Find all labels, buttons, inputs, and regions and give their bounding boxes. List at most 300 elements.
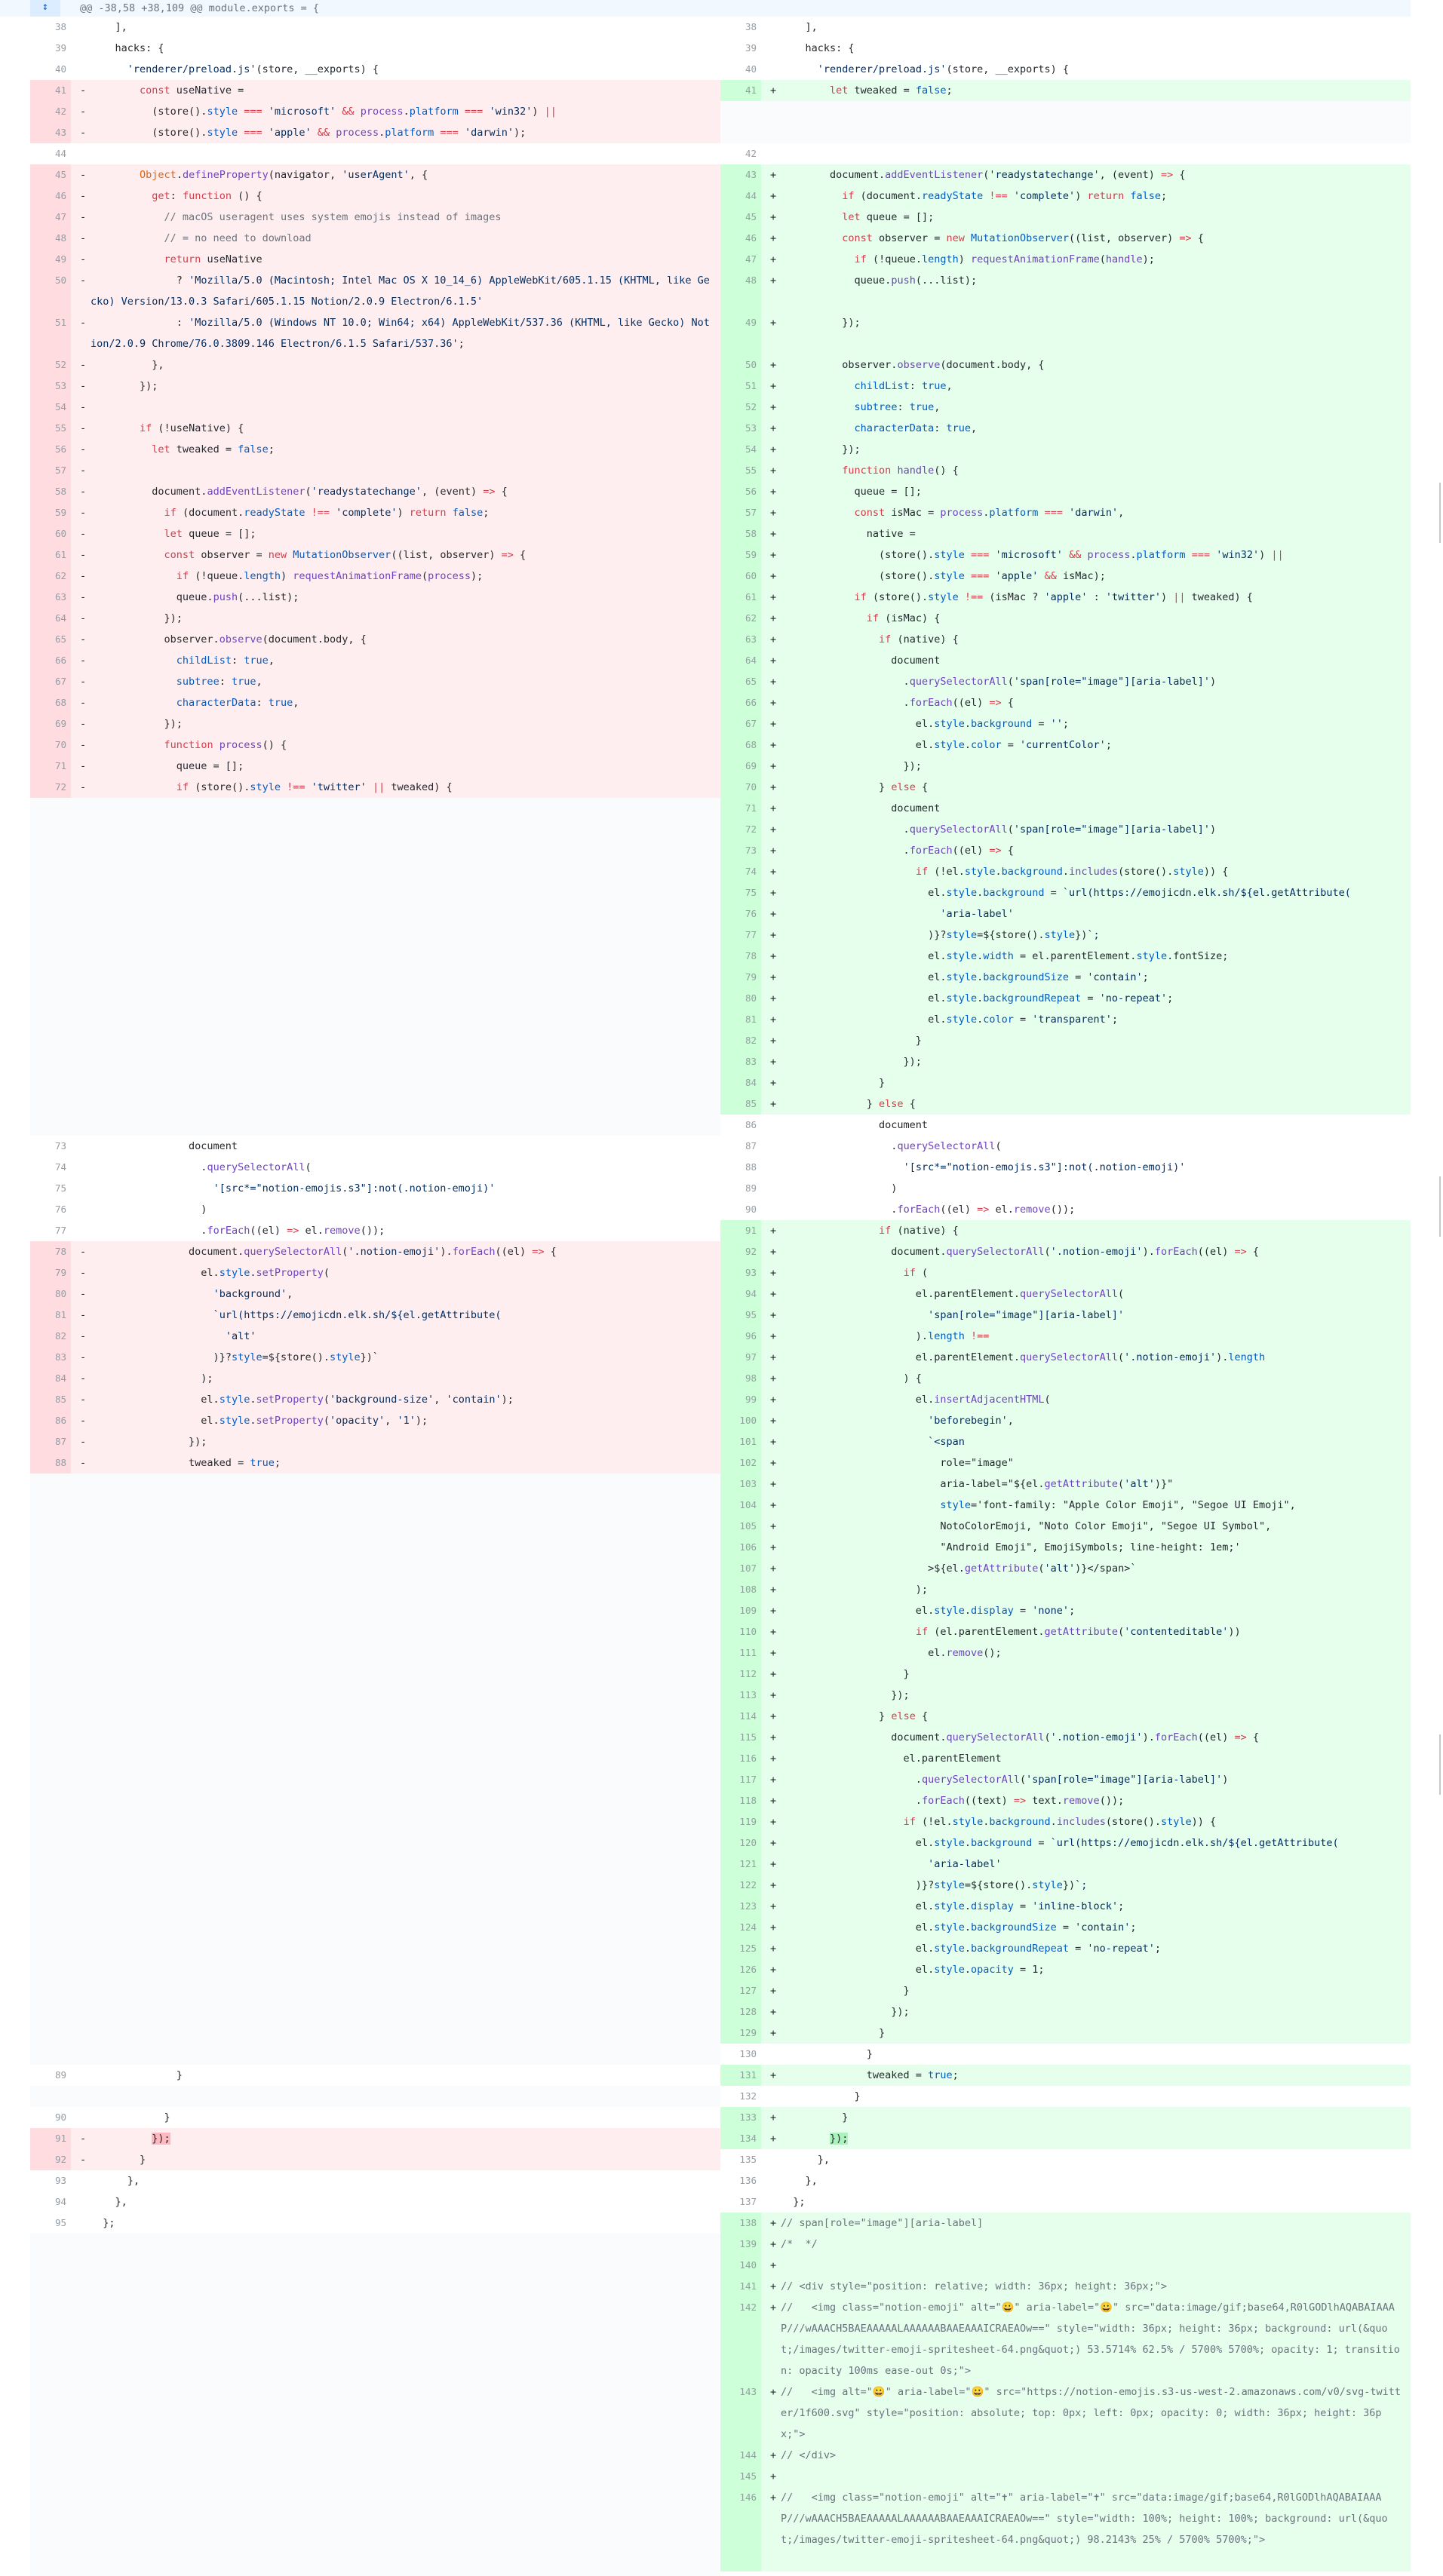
- deletion-marker: -: [80, 1246, 87, 1258]
- line-number[interactable]: 43: [745, 169, 757, 180]
- line-number[interactable]: 78: [745, 950, 757, 961]
- addition-marker: +: [770, 908, 777, 920]
- line-number[interactable]: 61: [54, 549, 66, 560]
- line-number[interactable]: 93: [54, 2175, 66, 2186]
- line-number[interactable]: 87: [54, 1436, 66, 1447]
- addition-marker: +: [770, 1985, 777, 1997]
- line-number[interactable]: 47: [745, 253, 757, 265]
- line-number[interactable]: 79: [54, 1267, 66, 1278]
- code-line: if (isMac) {: [866, 612, 941, 624]
- code-line: el.style.display = 'inline-block';: [781, 1900, 1125, 1912]
- addition-marker: +: [770, 718, 777, 730]
- code-line: .querySelectorAll('span[role="image"][aria-label]'): [781, 823, 1217, 836]
- code-line: ) {: [781, 1372, 922, 1385]
- line-number[interactable]: 81: [54, 1309, 66, 1320]
- line-number[interactable]: 73: [54, 1140, 66, 1152]
- line-number[interactable]: 68: [54, 697, 66, 708]
- addition-marker: +: [770, 2006, 777, 2018]
- line-number[interactable]: 76: [745, 908, 757, 919]
- line-number[interactable]: 132: [739, 2090, 757, 2102]
- line-number[interactable]: 107: [739, 1562, 757, 1574]
- deletion-marker: -: [80, 1372, 87, 1385]
- addition-marker: +: [770, 1351, 777, 1363]
- line-number[interactable]: 58: [54, 486, 66, 497]
- line-number[interactable]: 83: [745, 1056, 757, 1067]
- line-number[interactable]: 70: [54, 739, 66, 750]
- addition-marker: +: [770, 2280, 777, 2292]
- line-number[interactable]: 85: [745, 1098, 757, 1109]
- code-line: el.style.background = '';: [781, 718, 1070, 730]
- line-number[interactable]: 49: [745, 317, 757, 328]
- line-number[interactable]: 144: [739, 2449, 757, 2461]
- line-number[interactable]: 67: [54, 676, 66, 687]
- deletion-marker: -: [80, 1288, 87, 1300]
- line-number[interactable]: 145: [739, 2470, 757, 2482]
- line-number[interactable]: 45: [745, 211, 757, 222]
- addition-marker: +: [770, 2069, 777, 2081]
- line-number[interactable]: 111: [739, 1647, 757, 1658]
- line-number[interactable]: 118: [739, 1795, 757, 1806]
- line-number[interactable]: 53: [54, 380, 66, 391]
- line-number[interactable]: 41: [54, 84, 66, 96]
- scrollbar-marker[interactable]: [1439, 1734, 1441, 1795]
- line-number[interactable]: 54: [745, 443, 757, 455]
- line-number[interactable]: 86: [54, 1415, 66, 1426]
- addition-marker: +: [770, 528, 777, 540]
- code-line: )}?style=${store().style})`;: [781, 929, 1100, 941]
- code-line: const observer = new MutationObserver((list, observer) => {: [164, 549, 527, 561]
- line-number[interactable]: 47: [54, 211, 66, 222]
- line-number[interactable]: 138: [739, 2217, 757, 2228]
- line-number[interactable]: 61: [745, 591, 757, 603]
- code-line: };: [91, 2217, 115, 2229]
- line-number[interactable]: 42: [54, 106, 66, 117]
- deletion-marker: -: [80, 274, 87, 287]
- addition-marker: +: [770, 443, 777, 455]
- line-number[interactable]: 48: [745, 274, 757, 286]
- line-number[interactable]: 142: [739, 2302, 757, 2313]
- line-number[interactable]: 50: [54, 274, 66, 286]
- addition-marker: +: [770, 1795, 777, 1807]
- line-number[interactable]: 53: [745, 422, 757, 434]
- code-line: ).length !==: [781, 1330, 990, 1342]
- line-number[interactable]: 52: [54, 359, 66, 370]
- line-number[interactable]: 124: [739, 1921, 757, 1933]
- addition-marker: +: [770, 1943, 777, 1955]
- code-line: queue = [];: [781, 486, 922, 498]
- line-number[interactable]: 74: [745, 866, 757, 877]
- line-number[interactable]: 88: [745, 1161, 757, 1173]
- line-number[interactable]: 91: [745, 1225, 757, 1236]
- addition-marker: +: [770, 570, 777, 582]
- code-line: let tweaked = false;: [152, 443, 275, 455]
- addition-marker: +: [770, 1246, 777, 1258]
- line-number[interactable]: 92: [54, 2154, 66, 2165]
- line-number-gutter: [720, 101, 761, 143]
- line-number[interactable]: 44: [745, 190, 757, 201]
- code-line: });: [781, 1056, 922, 1068]
- line-number[interactable]: 40: [54, 63, 66, 75]
- line-number-gutter: [30, 2234, 71, 2576]
- line-number[interactable]: 134: [739, 2133, 757, 2144]
- line-number[interactable]: 90: [745, 1204, 757, 1215]
- diff-block-right-add: [720, 164, 1411, 1115]
- line-number[interactable]: 117: [739, 1774, 757, 1785]
- addition-marker: +: [770, 1288, 777, 1300]
- line-number[interactable]: 64: [745, 655, 757, 666]
- diff-block-left-ctx: [30, 2170, 720, 2234]
- line-number[interactable]: 90: [54, 2111, 66, 2123]
- line-number[interactable]: 59: [54, 507, 66, 518]
- deletion-marker: -: [80, 380, 87, 392]
- line-number[interactable]: 59: [745, 549, 757, 560]
- line-number[interactable]: 89: [745, 1182, 757, 1194]
- line-number[interactable]: 119: [739, 1816, 757, 1827]
- line-number[interactable]: 95: [54, 2217, 66, 2228]
- line-number[interactable]: 52: [745, 401, 757, 412]
- code-line: document.querySelectorAll('.notion-emoji').forEach((el) => {: [781, 1731, 1260, 1743]
- code-line: function handle() {: [842, 465, 959, 477]
- code-line: .forEach((el) => {: [781, 845, 1014, 857]
- code-line: queue.push(...list);: [91, 591, 299, 603]
- line-number[interactable]: 66: [745, 697, 757, 708]
- line-number[interactable]: 42: [745, 148, 757, 159]
- line-number[interactable]: 136: [739, 2175, 757, 2186]
- code-line: 'alt': [225, 1330, 256, 1342]
- addition-marker: +: [770, 1584, 777, 1596]
- line-number[interactable]: 97: [745, 1351, 757, 1363]
- deletion-marker: -: [80, 2154, 87, 2166]
- code-line: [91, 462, 713, 480]
- addition-marker: +: [770, 612, 777, 624]
- line-number[interactable]: 84: [745, 1077, 757, 1088]
- line-number[interactable]: 77: [745, 929, 757, 940]
- line-number[interactable]: 141: [739, 2280, 757, 2292]
- addition-marker: +: [770, 2492, 777, 2504]
- addition-marker: +: [770, 887, 777, 899]
- code-line: el.style.setProperty(: [91, 1267, 330, 1279]
- line-number[interactable]: 89: [54, 2069, 66, 2081]
- code-line: subtree: true,: [176, 676, 263, 688]
- line-number[interactable]: 50: [745, 359, 757, 370]
- code-line: });: [830, 2133, 849, 2145]
- code-line: 'aria-label': [940, 908, 1014, 920]
- line-number[interactable]: 129: [739, 2027, 757, 2038]
- line-number[interactable]: 69: [745, 760, 757, 771]
- line-number[interactable]: 91: [54, 2133, 66, 2144]
- line-number[interactable]: 86: [745, 1119, 757, 1130]
- line-number[interactable]: 120: [739, 1837, 757, 1848]
- line-number[interactable]: 115: [739, 1731, 757, 1743]
- addition-marker: +: [770, 1267, 777, 1279]
- line-number[interactable]: 99: [745, 1394, 757, 1405]
- code-line: }: [781, 2027, 886, 2039]
- line-number[interactable]: 139: [739, 2238, 757, 2249]
- line-number[interactable]: 135: [739, 2154, 757, 2165]
- line-number[interactable]: 95: [745, 1309, 757, 1320]
- line-number[interactable]: 55: [54, 422, 66, 434]
- line-number[interactable]: 62: [54, 570, 66, 581]
- diff-block-left-emp: [30, 1474, 720, 2065]
- addition-marker: +: [770, 2449, 777, 2461]
- line-number[interactable]: 55: [745, 465, 757, 476]
- code-line: el.style.backgroundSize = 'contain';: [781, 971, 1149, 983]
- line-number[interactable]: 68: [745, 739, 757, 750]
- code-line: el.parentElement: [781, 1753, 1002, 1765]
- line-number[interactable]: 101: [739, 1436, 757, 1447]
- line-number[interactable]: 80: [745, 992, 757, 1004]
- line-number[interactable]: 63: [745, 633, 757, 645]
- line-number[interactable]: 71: [54, 760, 66, 771]
- line-number[interactable]: 41: [745, 84, 757, 96]
- code-line: },: [91, 2196, 127, 2208]
- code-line: document.addEventListener('readystatechange', (event) => {: [91, 486, 508, 498]
- line-number[interactable]: 60: [745, 570, 757, 581]
- code-line: queue.push(...list);: [781, 274, 978, 287]
- line-number[interactable]: 51: [54, 317, 66, 328]
- code-line: });: [91, 718, 183, 730]
- code-line: let queue = [];: [842, 211, 935, 223]
- line-number[interactable]: 123: [739, 1900, 757, 1912]
- code-line: (store().style === 'apple' && isMac);: [781, 570, 1106, 582]
- diff-block-right-add: [720, 1220, 1411, 2044]
- line-number[interactable]: 39: [745, 42, 757, 54]
- line-number[interactable]: 49: [54, 253, 66, 265]
- line-number[interactable]: 112: [739, 1668, 757, 1679]
- code-line: )}?style=${store().style})`;: [781, 1879, 1088, 1891]
- line-number[interactable]: 127: [739, 1985, 757, 1996]
- line-number[interactable]: 146: [739, 2492, 757, 2503]
- line-number[interactable]: 75: [54, 1182, 66, 1194]
- diff-block-right-add: [720, 2213, 1411, 2571]
- line-number[interactable]: 110: [739, 1626, 757, 1637]
- line-number[interactable]: 48: [54, 232, 66, 244]
- line-number[interactable]: 80: [54, 1288, 66, 1299]
- code-line: }: [781, 1668, 910, 1680]
- code-line: } else {: [781, 1098, 916, 1110]
- addition-marker: +: [770, 274, 777, 287]
- line-number[interactable]: 94: [54, 2196, 66, 2207]
- line-number[interactable]: 137: [739, 2196, 757, 2207]
- line-number[interactable]: 121: [739, 1858, 757, 1869]
- line-number[interactable]: 96: [745, 1330, 757, 1342]
- line-number[interactable]: 40: [745, 63, 757, 75]
- line-number[interactable]: 69: [54, 718, 66, 729]
- code-line: [781, 145, 1403, 163]
- line-number[interactable]: 114: [739, 1710, 757, 1722]
- addition-marker: +: [770, 1837, 777, 1849]
- addition-marker: +: [770, 380, 777, 392]
- line-number[interactable]: 57: [745, 507, 757, 518]
- line-number[interactable]: 104: [739, 1499, 757, 1510]
- addition-marker: +: [770, 169, 777, 181]
- code-line: .forEach((el) => {: [781, 697, 1014, 709]
- line-number[interactable]: 100: [739, 1415, 757, 1426]
- code-line: }: [91, 2154, 146, 2166]
- addition-marker: +: [770, 1457, 777, 1469]
- diff-block-right-add: [720, 2107, 1411, 2149]
- line-number[interactable]: 88: [54, 1457, 66, 1468]
- line-number[interactable]: 116: [739, 1753, 757, 1764]
- addition-marker: +: [770, 2133, 777, 2145]
- line-number[interactable]: 92: [745, 1246, 757, 1257]
- line-number[interactable]: 46: [54, 190, 66, 201]
- line-number[interactable]: 43: [54, 127, 66, 138]
- line-number[interactable]: 60: [54, 528, 66, 539]
- line-number[interactable]: 81: [745, 1014, 757, 1025]
- line-number[interactable]: 65: [745, 676, 757, 687]
- code-line: if (!queue.length) requestAnimationFrame(handle);: [854, 253, 1155, 265]
- line-number[interactable]: 94: [745, 1288, 757, 1299]
- line-number[interactable]: 46: [745, 232, 757, 244]
- addition-marker: +: [770, 1731, 777, 1743]
- code-line: >${el.getAttribute('alt')}</span>`: [781, 1562, 1137, 1575]
- code-line: if (native) {: [879, 633, 959, 646]
- line-number[interactable]: 82: [54, 1330, 66, 1342]
- code-line: });: [91, 612, 183, 624]
- line-number[interactable]: 131: [739, 2069, 757, 2081]
- deletion-marker: -: [80, 507, 87, 519]
- line-number[interactable]: 72: [54, 781, 66, 793]
- code-line: },: [781, 2175, 818, 2187]
- addition-marker: +: [770, 1035, 777, 1047]
- line-number[interactable]: 83: [54, 1351, 66, 1363]
- line-number[interactable]: 73: [745, 845, 757, 856]
- line-number[interactable]: 51: [745, 380, 757, 391]
- code-line: }: [781, 2048, 873, 2060]
- code-line: el.style.backgroundRepeat = 'no-repeat';: [781, 1943, 1161, 1955]
- line-number[interactable]: 98: [745, 1372, 757, 1384]
- deletion-marker: -: [80, 655, 87, 667]
- line-number[interactable]: 130: [739, 2048, 757, 2059]
- code-line: }: [781, 1985, 910, 1997]
- line-number[interactable]: 44: [54, 148, 66, 159]
- addition-marker: +: [770, 760, 777, 772]
- line-number[interactable]: 126: [739, 1964, 757, 1975]
- line-number[interactable]: 109: [739, 1605, 757, 1616]
- line-number[interactable]: 105: [739, 1520, 757, 1532]
- code-line: function process() {: [164, 739, 287, 751]
- line-number[interactable]: 38: [54, 21, 66, 32]
- code-line: style='font-family: "Apple Color Emoji", "Segoe UI Emoji",: [940, 1499, 1296, 1511]
- line-number[interactable]: 76: [54, 1204, 66, 1215]
- line-number[interactable]: 65: [54, 633, 66, 645]
- hunk-header: [0, 0, 1411, 17]
- deletion-marker: -: [80, 1394, 87, 1406]
- code-line: el.style.color = 'currentColor';: [781, 739, 1112, 751]
- code-line: return useNative: [164, 253, 263, 265]
- code-line: .querySelectorAll(: [781, 1140, 1002, 1152]
- addition-marker: +: [770, 1330, 777, 1342]
- line-number[interactable]: 38: [745, 21, 757, 32]
- diff-block-left-del: [30, 164, 720, 798]
- line-number[interactable]: 79: [745, 971, 757, 983]
- line-number[interactable]: 71: [745, 802, 757, 814]
- line-number[interactable]: 74: [54, 1161, 66, 1173]
- line-number[interactable]: 128: [739, 2006, 757, 2017]
- line-number[interactable]: 133: [739, 2111, 757, 2123]
- line-number[interactable]: 56: [745, 486, 757, 497]
- deletion-marker: -: [80, 211, 87, 223]
- diff-block-right-ctx: [720, 1115, 1411, 1220]
- line-number[interactable]: 78: [54, 1246, 66, 1257]
- code-line: el.parentElement.querySelectorAll('.notion-emoji').length: [781, 1351, 1266, 1363]
- line-number[interactable]: 75: [745, 887, 757, 898]
- line-number[interactable]: 64: [54, 612, 66, 624]
- scrollbar-marker[interactable]: [1439, 483, 1441, 543]
- expand-icon[interactable]: ↕: [30, 0, 60, 17]
- deletion-marker: -: [80, 697, 87, 709]
- line-number-gutter: [30, 2086, 71, 2107]
- line-number[interactable]: 125: [739, 1943, 757, 1954]
- code-line: [91, 145, 713, 163]
- line-number[interactable]: 66: [54, 655, 66, 666]
- line-number[interactable]: 106: [739, 1541, 757, 1553]
- deletion-marker: -: [80, 232, 87, 244]
- code-line: document: [781, 802, 941, 814]
- line-number[interactable]: 70: [745, 781, 757, 793]
- line-number[interactable]: 103: [739, 1478, 757, 1489]
- code-line: }: [781, 1077, 886, 1089]
- line-number[interactable]: 56: [54, 443, 66, 455]
- code-line: [781, 2467, 1403, 2486]
- code-line: childList: true,: [854, 380, 953, 392]
- line-number[interactable]: 87: [745, 1140, 757, 1152]
- diff-block-left-emp: [30, 2234, 720, 2576]
- line-number[interactable]: 82: [745, 1035, 757, 1046]
- addition-marker: +: [770, 950, 777, 962]
- line-number[interactable]: 63: [54, 591, 66, 603]
- line-number[interactable]: 77: [54, 1225, 66, 1236]
- addition-marker: +: [770, 1879, 777, 1891]
- line-number-gutter: [30, 798, 71, 1136]
- line-number[interactable]: 45: [54, 169, 66, 180]
- line-number[interactable]: 54: [54, 401, 66, 412]
- code-line: if (!el.style.background.includes(store().style)) {: [903, 1816, 1217, 1828]
- addition-marker: +: [770, 1774, 777, 1786]
- line-number[interactable]: 72: [745, 823, 757, 835]
- diff-block-left-del: [30, 2128, 720, 2170]
- code-line: 'aria-label': [928, 1858, 1002, 1870]
- line-number[interactable]: 102: [739, 1457, 757, 1468]
- line-number[interactable]: 140: [739, 2259, 757, 2271]
- line-number[interactable]: 93: [745, 1267, 757, 1278]
- scrollbar-marker[interactable]: [1439, 1176, 1441, 1237]
- addition-marker: +: [770, 2470, 777, 2482]
- line-number[interactable]: 67: [745, 718, 757, 729]
- line-number[interactable]: 122: [739, 1879, 757, 1891]
- line-number[interactable]: 143: [739, 2386, 757, 2397]
- line-number[interactable]: 57: [54, 465, 66, 476]
- addition-marker: +: [770, 359, 777, 371]
- deletion-marker: -: [80, 422, 87, 434]
- line-number[interactable]: 108: [739, 1584, 757, 1595]
- addition-marker: +: [770, 1225, 777, 1237]
- line-number[interactable]: 62: [745, 612, 757, 624]
- line-number[interactable]: 113: [739, 1689, 757, 1700]
- code-line: document.querySelectorAll('.notion-emoji').forEach((el) => {: [781, 1246, 1260, 1258]
- addition-marker: +: [770, 2259, 777, 2271]
- code-line: .querySelectorAll('span[role="image"][aria-label]'): [781, 676, 1217, 688]
- line-number[interactable]: 85: [54, 1394, 66, 1405]
- addition-marker: +: [770, 1372, 777, 1385]
- code-line: document: [91, 1140, 238, 1152]
- line-number[interactable]: 39: [54, 42, 66, 54]
- line-number[interactable]: 58: [745, 528, 757, 539]
- line-number[interactable]: 84: [54, 1372, 66, 1384]
- addition-marker: +: [770, 1309, 777, 1321]
- addition-marker: +: [770, 84, 777, 97]
